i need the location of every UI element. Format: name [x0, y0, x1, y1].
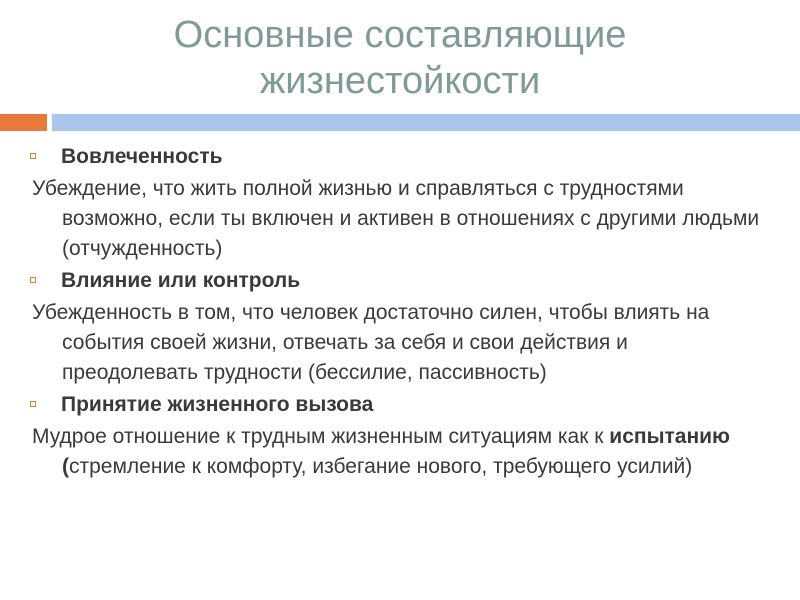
divider-accent-orange — [0, 114, 47, 131]
text-bold-part: испытанию ( — [62, 425, 730, 478]
divider-accent-blue — [52, 114, 800, 131]
slide-title — [0, 12, 800, 104]
square-bullet-icon — [30, 277, 36, 283]
heading-text: Принятие жизненного вызова — [61, 393, 374, 416]
square-bullet-icon — [30, 153, 36, 159]
text-part: Мудрое отношение к трудным жизненным ситуациям как к — [32, 425, 610, 448]
heading-text: Вовлеченность — [61, 145, 223, 168]
title-line-1: Основные составляющие — [173, 14, 627, 56]
section-heading-control — [0, 266, 800, 296]
section-heading-involvement — [0, 142, 800, 172]
heading-text: Влияние или контроль — [61, 269, 301, 292]
section-text-challenge — [0, 422, 800, 482]
section-heading-challenge — [0, 390, 800, 420]
section-text-involvement: Убеждение, что жить полной жизнью и справляться с трудностями возможно, если ты включен и активен в отношениях с другими людьми (отчужденность) — [32, 177, 760, 260]
section-text-control: Убежденность в том, что человек достаточно силен, чтобы влиять на события своей жизни, отвечать за себя и свои действия и преодолевать трудности (бессилие, пассивность) — [32, 301, 710, 384]
square-bullet-icon — [30, 401, 36, 407]
slide-content — [0, 142, 800, 482]
title-line-2: жизнестойкости — [259, 60, 541, 102]
text-part: стремление к комфорту, избегание нового, требующего усилий) — [69, 455, 693, 478]
